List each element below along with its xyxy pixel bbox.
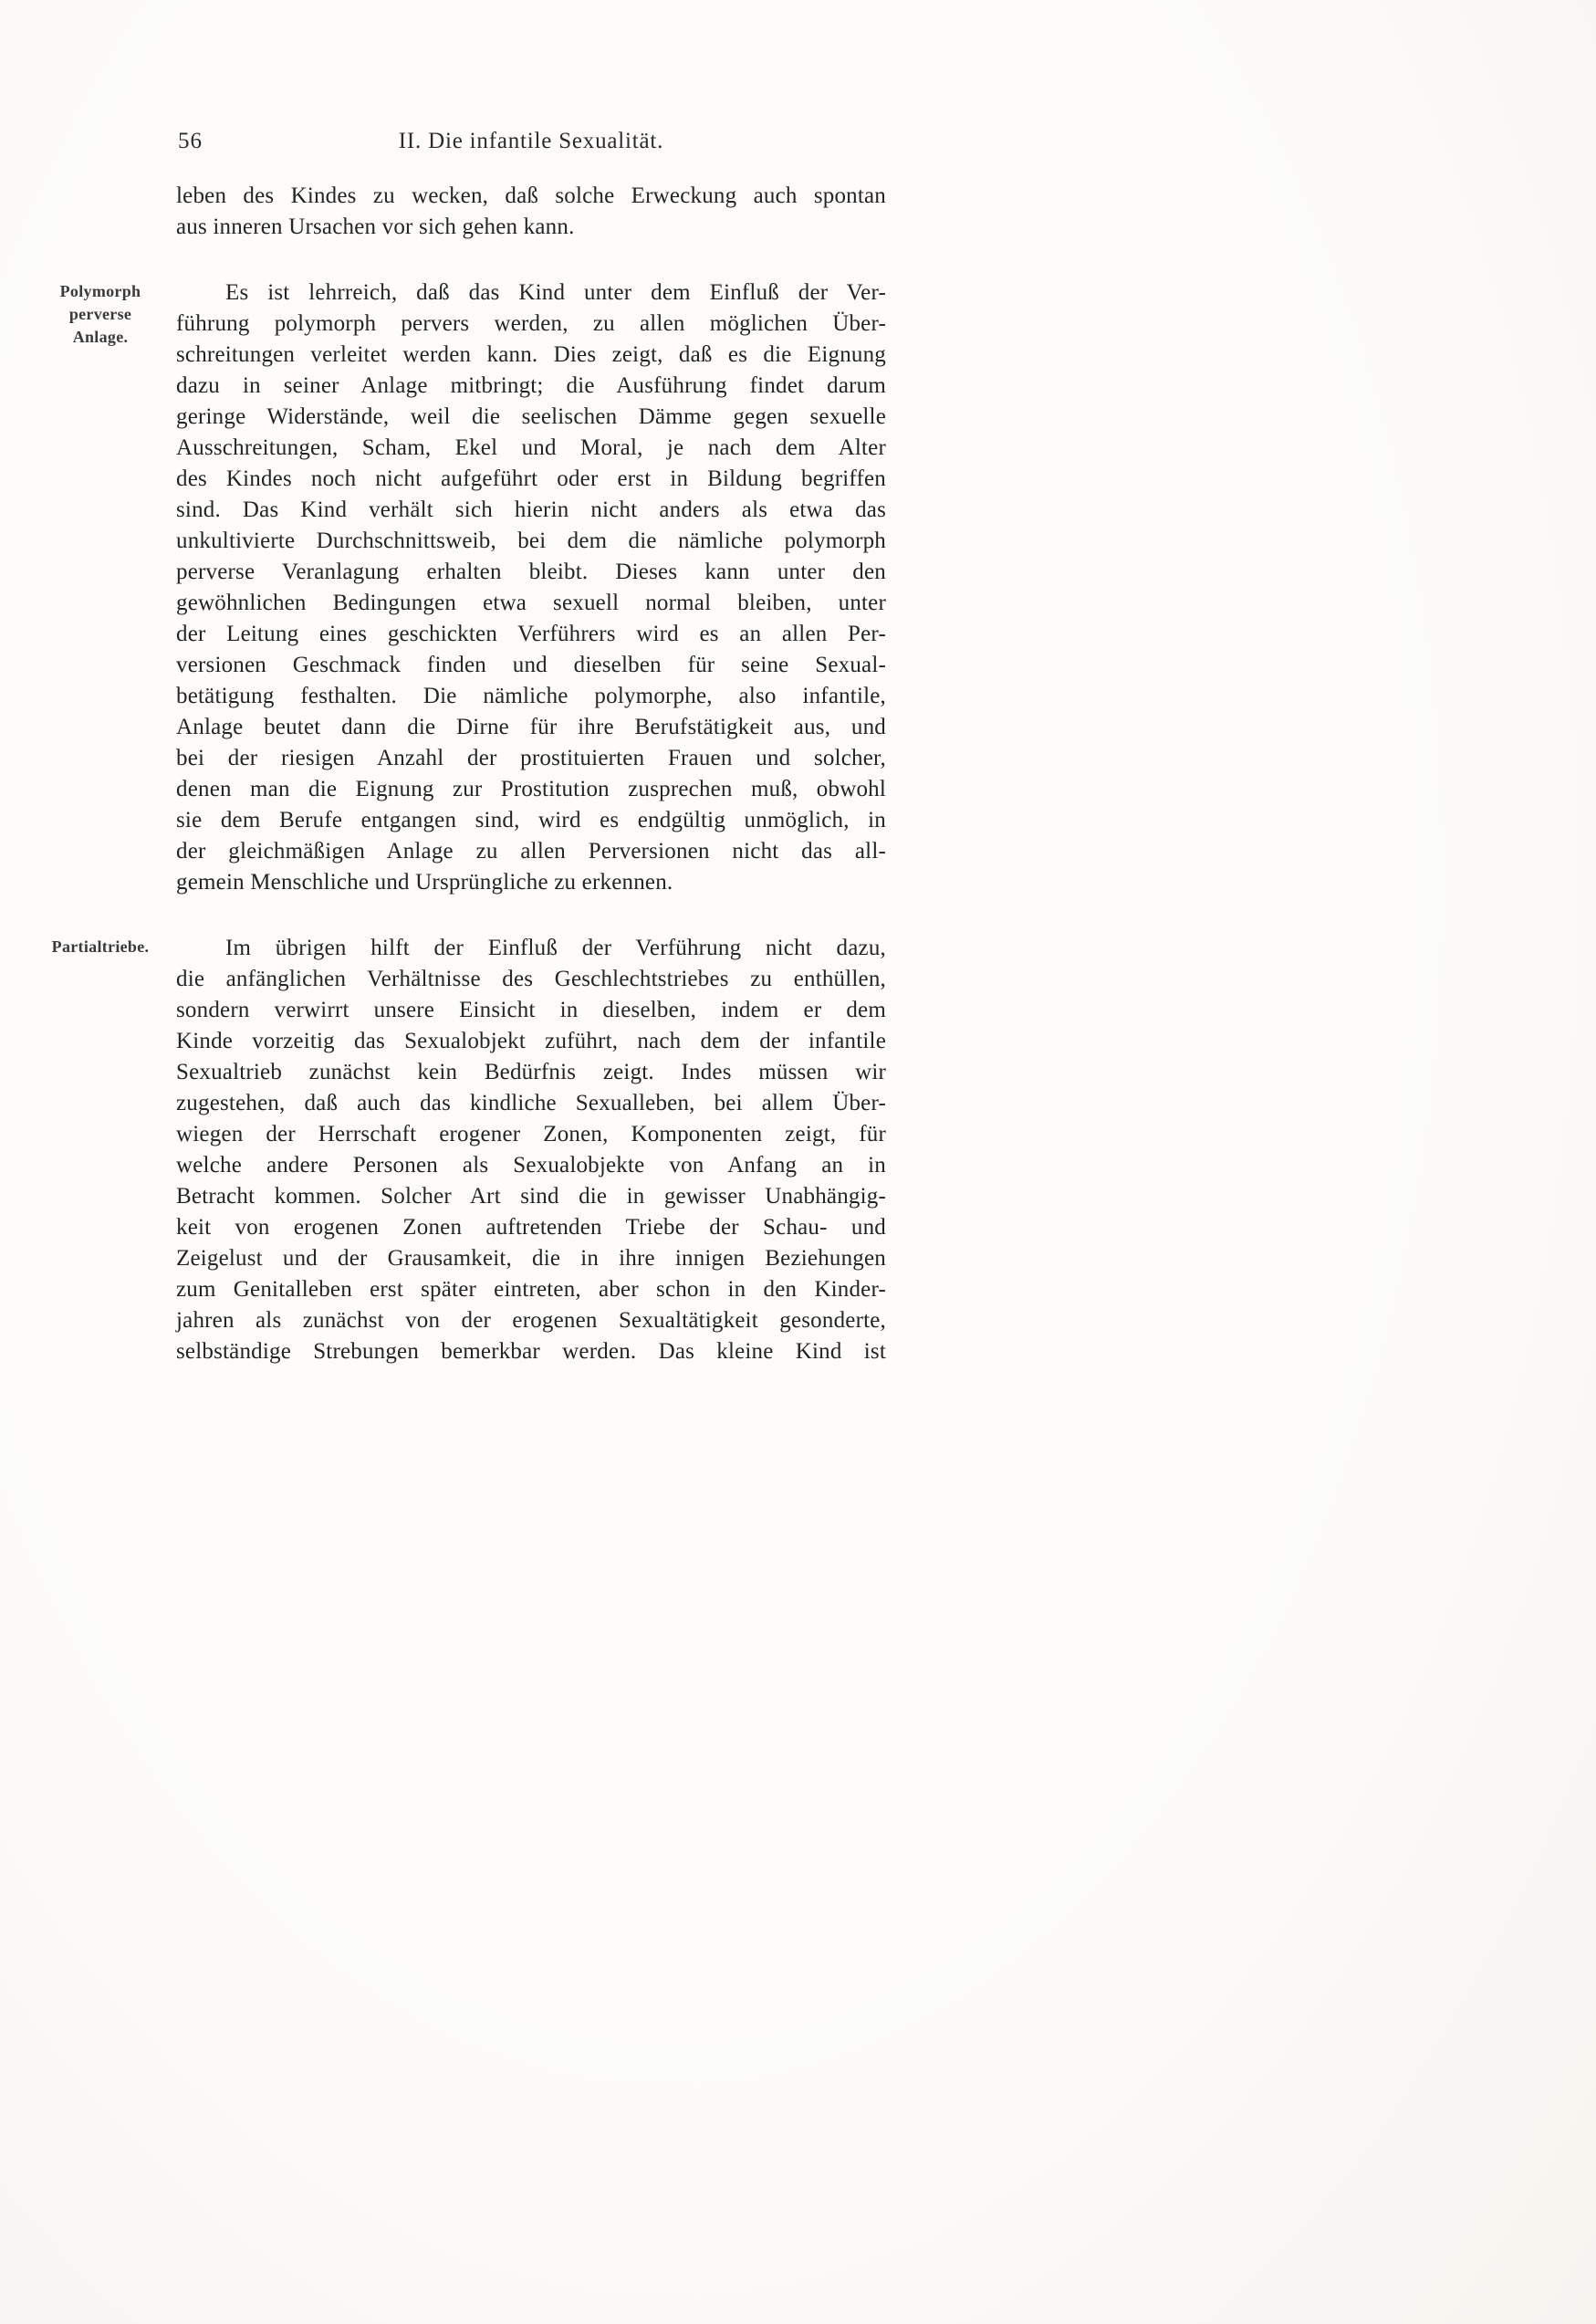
- paragraph: [176, 181, 886, 243]
- text-line: die anfänglichen Verhältnisse des Geschlechtstriebes zu enthüllen,: [176, 967, 886, 991]
- margin-note: [37, 280, 163, 349]
- text-line: schreitungen verleitet werden kann. Dies zeigt, daß es die Eignung: [176, 342, 886, 367]
- text-line: der gleichmäßigen Anlage zu allen Perversionen nicht das all-: [176, 839, 886, 864]
- text-line: versionen Geschmack finden und dieselben für seine Sexual-: [176, 653, 886, 677]
- margin-note-line: perverse: [68, 305, 132, 323]
- text-line: sie dem Berufe entgangen sind, wird es endgültig unmöglich, in: [176, 808, 886, 832]
- text-line: zum Genitalleben erst später eintreten, aber schon in den Kinder-: [176, 1277, 886, 1302]
- text-line: keit von erogenen Zonen auftretenden Triebe der Schau- und: [176, 1215, 886, 1240]
- text-line: wiegen der Herrschaft erogener Zonen, Komponenten zeigt, für: [176, 1122, 886, 1146]
- text-line: Sexualtrieb zunächst kein Bedürfnis zeigt. Indes müssen wir: [176, 1060, 886, 1084]
- text-line: betätigung festhalten. Die nämliche polymorphe, also infantile,: [176, 684, 886, 708]
- text-line: geringe Widerstände, weil die seelischen Dämme gegen sexuelle: [176, 404, 886, 429]
- text-line: Im übrigen hilft der Einfluß der Verführung nicht dazu,: [225, 936, 886, 960]
- text-line: jahren als zunächst von der erogenen Sexualtätigkeit gesonderte,: [176, 1308, 886, 1333]
- text-line: Anlage beutet dann die Dirne für ihre Berufstätigkeit aus, und: [176, 715, 886, 739]
- text-line: denen man die Eignung zur Prostitution zusprechen muß, obwohl: [176, 777, 886, 801]
- margin-note-line: Anlage.: [72, 328, 129, 346]
- margin-note-line: Polymorph: [59, 282, 141, 300]
- text-line: Es ist lehrreich, daß das Kind unter dem Einfluß der Ver-: [225, 280, 886, 305]
- text-line: zugestehen, daß auch das kindliche Sexualleben, bei allem Über-: [176, 1091, 886, 1115]
- page-header: [176, 126, 886, 157]
- running-header: II. Die infantile Sexualität.: [398, 129, 664, 153]
- text-line: Zeigelust und der Grausamkeit, die in ihre innigen Beziehungen: [176, 1246, 886, 1271]
- text-line: Ausschreitungen, Scham, Ekel und Moral, je nach dem Alter: [176, 435, 886, 460]
- text-line: führung polymorph pervers werden, zu allen möglichen Über-: [176, 311, 886, 336]
- text-line: sind. Das Kind verhält sich hierin nicht anders als etwa das: [176, 497, 886, 522]
- text-line: welche andere Personen als Sexualobjekte von Anfang an in: [176, 1153, 886, 1178]
- text-line: perverse Veranlagung erhalten bleibt. Dieses kann unter den: [176, 560, 886, 584]
- text-line: der Leitung eines geschickten Verführers wird es an allen Per-: [176, 622, 886, 646]
- text-line: selbständige Strebungen bemerkbar werden. Das kleine Kind ist: [176, 1339, 886, 1364]
- text-line: bei der riesigen Anzahl der prostituierten Frauen und solcher,: [176, 746, 886, 770]
- margin-note-line: Partialtriebe.: [51, 937, 150, 956]
- text-line: leben des Kindes zu wecken, daß solche Erweckung auch spontan: [176, 183, 886, 208]
- text-line: unkultivierte Durchschnittsweib, bei dem die nämliche polymorph: [176, 529, 886, 553]
- text-block: [51, 181, 886, 1367]
- text-line: gemein Menschliche und Ursprüngliche zu erkennen.: [176, 870, 673, 895]
- text-line: sondern verwirrt unsere Einsicht in dieselben, indem er dem: [176, 998, 886, 1022]
- text-line: aus inneren Ursachen vor sich gehen kann.: [176, 215, 575, 239]
- text-line: Kinde vorzeitig das Sexualobjekt zuführt, nach dem der infantile: [176, 1029, 886, 1053]
- paragraph: [59, 277, 886, 898]
- paragraph: [51, 933, 886, 1367]
- text-line: dazu in seiner Anlage mitbringt; die Ausführung findet darum: [176, 373, 886, 398]
- text-line: gewöhnlichen Bedingungen etwa sexuell normal bleiben, unter: [176, 591, 886, 615]
- margin-note: [37, 936, 163, 958]
- text-line: Betracht kommen. Solcher Art sind die in gewisser Unabhängig-: [176, 1184, 886, 1209]
- text-line: des Kindes noch nicht aufgeführt oder erst in Bildung begriffen: [176, 466, 886, 491]
- page-number: 56: [178, 129, 203, 153]
